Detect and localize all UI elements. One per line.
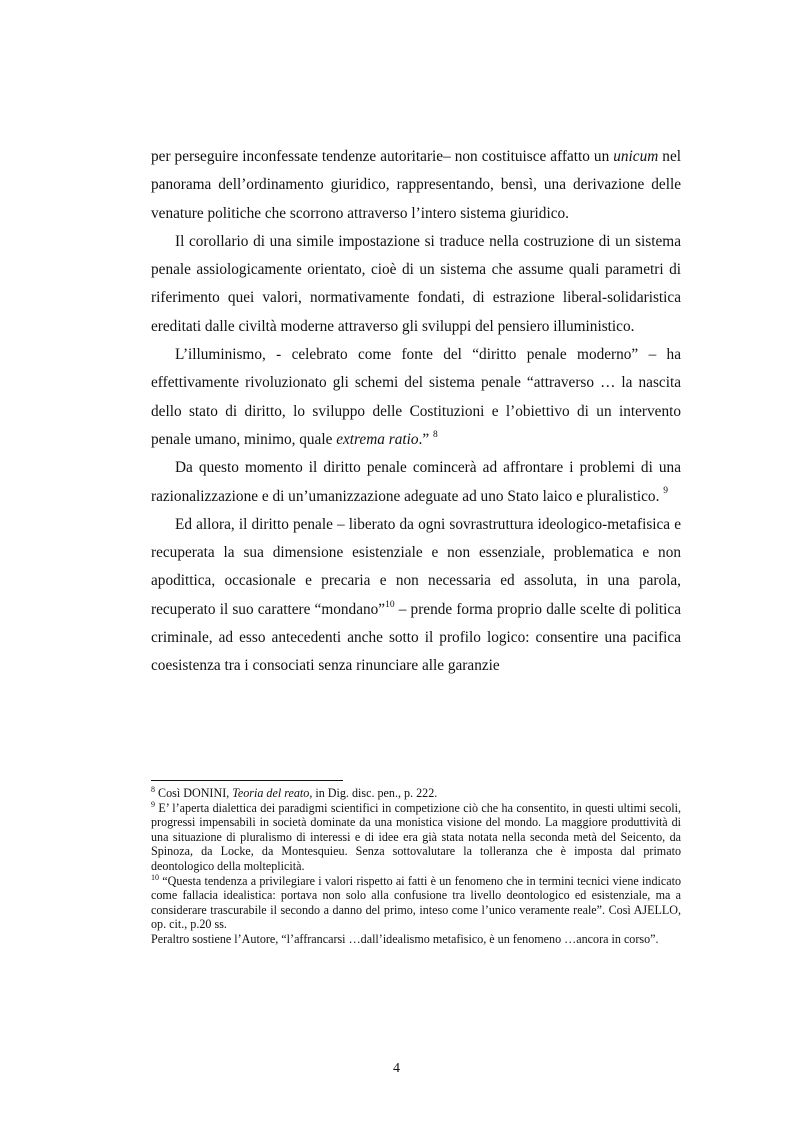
text-run: L’illuminismo, - celebrato come fonte del “diritto penale moderno” – ha effettivamente rivoluzionato gli schemi del sistema penale “attraverso … la nascita dello stato di diritto, lo sviluppo delle Costituzioni e l’obiettivo di un intervento penale umano, minimo, quale: [151, 346, 681, 448]
footnote: [151, 801, 681, 874]
footnote-reference: 9: [151, 799, 155, 809]
footnote-reference: 9: [663, 486, 668, 497]
text-run: Ed allora, il diritto penale – liberato da ogni sovrastruttura ideologico-metafisica e recuperata la sua dimensione esistenziale e non essenziale, problematica e non apodittica, occasionale e precaria e non necessaria ed assoluta, in una parola, recuperato il suo carattere “mondano”: [151, 515, 681, 618]
text-run: – prende forma proprio dalle scelte di politica criminale, ad esso antecedenti anche sotto il profilo logico: consentire una pacifica coesistenza tra i consociati senza rinunciare alle garanzie: [151, 600, 681, 675]
text-run: .”: [418, 430, 433, 448]
footnote: [151, 786, 681, 801]
italic-text: extrema ratio: [336, 430, 419, 448]
footnote-reference: 8: [432, 429, 438, 440]
text-run: Da questo momento il diritto penale comincerà ad affrontare i problemi di una razionalizzazione e di un’umanizzazione adeguate ad uno Stato laico e pluralistico.: [151, 459, 681, 505]
paragraph: [151, 143, 681, 228]
italic-text: unicum: [613, 148, 659, 165]
text-run: Il corollario di una simile impostazione si traduce nella costruzione di un sistema penale assiologicamente orientato, cioè di un sistema che assume quali parametri di riferimento quei valori, normativamente fondati, di estrazione liberal-solidaristica ereditati dalle civiltà moderne attraverso gli sviluppi del pensiero illuministico.: [151, 232, 681, 335]
footnote-separator: [151, 780, 343, 781]
text-run: “Questa tendenza a privilegiare i valori rispetto ai fatti è un fenomeno che in termini tecnici viene indicato come fallacia idealistica: portava non solo alla confusione tra livello deontologico ed esistenziale, ma a considerare trascurabile il secondo a danno del primo, inteso come l’unico veramente reale”. Così AJELLO, op. cit., p.20 ss.: [151, 873, 681, 932]
text-run: , in Dig. disc. pen., p. 222.: [309, 786, 438, 800]
main-text: [151, 143, 681, 681]
paragraph: [151, 228, 681, 341]
text-run: E’ l’aperta dialettica dei paradigmi scientifici in competizione ciò che ha consentito, in questi ultimi secoli, progressi impensabili in società dominate da una monistica visione del mondo. La maggiore produttività di una situazione di pluralismo di interessi e di idee era già stata notata nella seconda metà del Seicento, da Spinoza, da Locke, da Montesquieu. Senza sottovalutare la tolleranza che è imposta dal primato deontologico della molteplicità.: [151, 800, 681, 873]
footnotes: [151, 786, 681, 947]
text-run: Così DONINI,: [155, 786, 233, 800]
text-run: nel panorama dell’ordinamento giuridico, rappresentando, bensì, una derivazione delle venature politiche che scorrono attraverso l’intero sistema giuridico.: [151, 148, 681, 222]
footnote: [151, 874, 681, 932]
paragraph: [151, 454, 681, 511]
text-run: per perseguire inconfessate tendenze autoritarie– non costituisce affatto un: [151, 148, 614, 165]
paragraph: [151, 511, 681, 681]
footnote-reference: 10: [151, 872, 159, 882]
paragraph: [151, 341, 681, 454]
footnote-reference: 8: [151, 784, 155, 794]
page-number: 4: [393, 1061, 400, 1076]
footnote: [151, 932, 681, 947]
italic-text: Teoria del reato: [232, 786, 310, 800]
footnote-reference: 10: [385, 599, 395, 610]
text-run: Peraltro sostiene l’Autore, “l’affrancarsi …dall’idealismo metafisico, è un fenomeno …ancora in corso”.: [151, 931, 659, 946]
